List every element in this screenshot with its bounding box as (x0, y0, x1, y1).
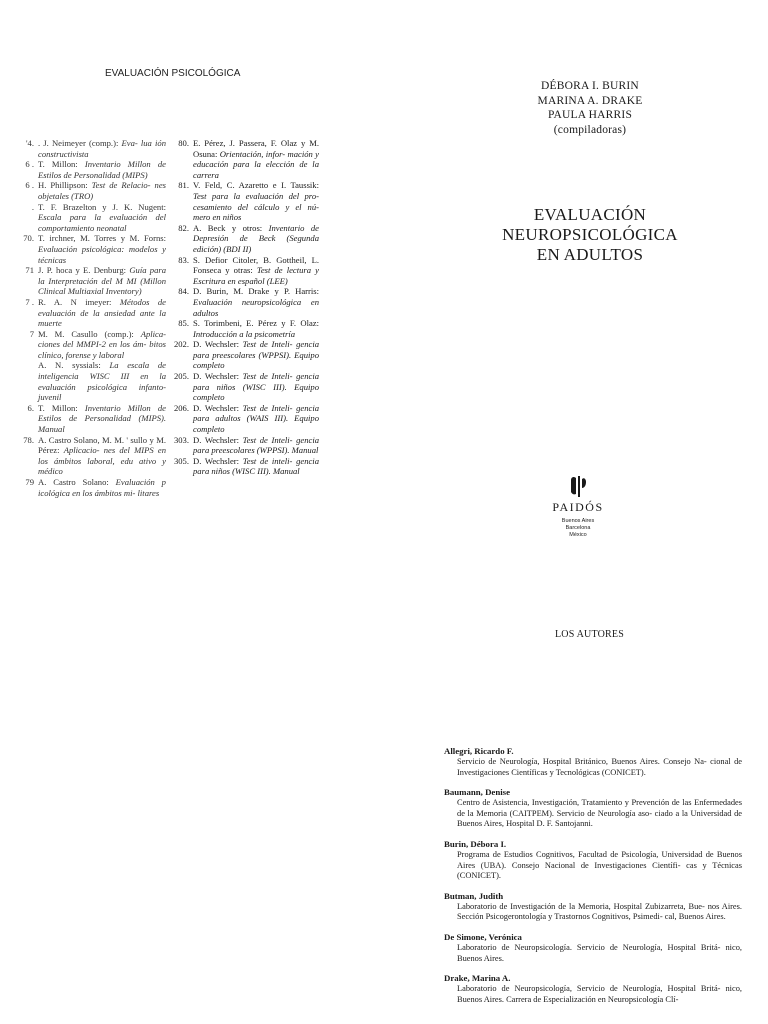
paidos-logo-icon (567, 474, 589, 498)
book-title-line: EN ADULTOS (536, 245, 644, 264)
series-entry-number: 79 (25, 477, 34, 487)
series-entry-text (193, 286, 319, 318)
series-entry-number: 6. (27, 402, 34, 413)
series-entry-text (193, 138, 319, 180)
series-entry-title: Eva- lua ión constructivista (38, 138, 166, 159)
series-entry (20, 360, 166, 402)
series-entry (173, 371, 319, 403)
series-entry-title: Orientación, infor- mación y educación para la elección de la carrera (193, 148, 319, 180)
series-entry-text (38, 360, 166, 402)
series-entry-number: 6 . (25, 159, 34, 170)
series-entry (173, 286, 319, 318)
author-entry (444, 891, 742, 923)
author-entry (444, 973, 742, 1005)
series-entry-author: T. Millon: (38, 159, 78, 170)
series-entry-title: Inventario Millon de Estilos de Personalidad (MIPS). Manual (38, 402, 166, 435)
author-name: Burin, Débora I. (444, 838, 507, 849)
series-column-left (20, 138, 166, 498)
series-entry-title: Guía para la Interpretación del M MI (Millon Clinical Multiaxial Inventory) (38, 265, 167, 297)
book-editors (480, 79, 700, 137)
series-entry-title: Aplica- ciones del MMPI-2 en los ám- bitos clínico, forense y laboral (38, 328, 166, 360)
series-entry-author: . J. Neimeyer (comp.): (38, 138, 119, 148)
series-entry (173, 403, 319, 435)
authors-list (444, 746, 742, 1014)
publisher-city: Barcelona (565, 525, 591, 531)
series-entry-title: La escala de inteligencia WISC III en la evaluación psicológica infanto-juvenil (38, 360, 166, 403)
author-entry (444, 839, 742, 882)
series-entry-author: S. Defior Citoler, B. Gottheil, L. Fonseca y otras: (193, 254, 319, 276)
series-entry-text (38, 265, 166, 297)
series-entry-title: Test de Inteli- gencia para preescolares (WPPSI). Manual (193, 434, 319, 456)
author-name: Baumann, Denise (444, 787, 510, 798)
series-entry-title: Inventario de Depresión de Beck (Segunda edición) (BDI II) (193, 222, 319, 254)
series-entry-title: Evaluación p icológica en los ámbitos mi- litares (38, 477, 166, 498)
series-entry-text (38, 138, 166, 159)
editor-name: MARINA A. DRAKE (537, 94, 643, 107)
series-entry-author: R. A. N imeyer: (38, 296, 112, 307)
series-heading: EVALUACIÓN PSICOLÓGICA (105, 68, 241, 79)
series-entry-text (193, 255, 319, 287)
series-entry-number: 78. (23, 434, 34, 445)
series-entry-number: '4. (26, 138, 34, 148)
series-entry-number: 70. (23, 233, 34, 244)
series-entry-text (193, 403, 319, 435)
series-entry-author: V. Feld, C. Azaretto e I. Taussik: (193, 180, 319, 191)
series-entry (20, 265, 166, 297)
series-entry-title: Introducción a la psicometría (193, 328, 296, 339)
series-entry-title: Test para la evaluación del pro- cesamiento del cálculo y el nú- mero en niños (193, 190, 319, 223)
series-entry-number: 84. (178, 286, 189, 297)
series-entry (173, 339, 319, 371)
book-title (470, 205, 710, 265)
series-entry (20, 233, 166, 265)
series-entry (20, 403, 166, 435)
series-entry-number: 83. (178, 254, 189, 265)
series-entry-author: A. Castro Solano: (38, 477, 109, 487)
publisher-city: Buenos Aires (561, 518, 595, 524)
series-entry (173, 318, 319, 339)
series-entry-text (38, 180, 166, 201)
series-entry-text (38, 477, 166, 498)
series-entry-title: Aplicacio- nes del MIPS en los ámbitos laboral, edu ativo y médico (38, 445, 166, 477)
authors-heading: LOS AUTORES (555, 629, 624, 640)
series-entry-text (193, 371, 319, 403)
editor-name: PAULA HARRIS (547, 109, 633, 121)
series-entry (20, 159, 166, 180)
series-entry-title: Escala para la evaluación del comportamiento neonatal (38, 212, 166, 233)
series-entry-author: J. P. hoca y E. Denburg: (38, 265, 127, 276)
series-entry-author: A. Castro Solano, M. M. ' sullo y M. Pérez: (38, 434, 166, 456)
series-entry-number: 305. (173, 455, 189, 466)
series-entry-text (193, 223, 319, 255)
series-entry (173, 180, 319, 222)
series-entry-number: 82. (178, 222, 189, 233)
editor-name: DÉBORA I. BURIN (541, 80, 639, 92)
series-entry-author: D. Wechsler: (193, 455, 240, 466)
series-entry (20, 435, 166, 477)
author-entry (444, 932, 742, 964)
series-entry-author: A. Beck y otros: (193, 222, 263, 233)
series-entry-text (38, 403, 166, 435)
series-entry-author: D. Burin, M. Drake y P. Harris: (193, 286, 319, 297)
series-entry-number: 6 . (25, 180, 34, 191)
series-entry (173, 435, 319, 456)
series-entry-author: T. F. Brazelton y J. K. Nugent: (38, 201, 166, 212)
series-entry-text (38, 202, 166, 234)
publisher-city: México (569, 532, 587, 538)
series-entry (173, 138, 319, 180)
series-entry (20, 329, 166, 361)
series-entry-title: Test de Relacio- nes objetales (TRO) (38, 180, 166, 201)
series-entry-number: 80. (178, 138, 189, 148)
series-entry-number: 7 (29, 328, 34, 339)
series-entry-title: Test de lectura y Escritura en español (LEE) (193, 265, 319, 286)
series-entry-text (193, 318, 319, 339)
series-entry-author: D. Wechsler: (193, 434, 239, 445)
series-entry-title: Test de inteli- gencia para niños (WISC III). Manual (193, 455, 319, 477)
series-entry-text (38, 233, 166, 265)
series-entry-title: Test de Inteli- gencia para niños (WISC III). Equipo completo (193, 371, 319, 403)
series-entry-author: A. N. syssials: (38, 360, 101, 371)
series-entry-title: Test de Inteli- gencia para preescolares (WPPSI). Equipo completo (193, 339, 319, 371)
series-entry-title: Test de Inteli- gencia para adultos (WAIS III). Equipo completo (193, 402, 319, 435)
author-affiliation: Servicio de Neurología, Hospital Británico, Buenos Aires. Consejo Na- cional de Investigaciones Científicas y Tecnológicas (CONICET). (457, 757, 742, 777)
series-entry-text (193, 435, 319, 456)
series-entry-number: 206. (173, 402, 189, 413)
series-entry-title: Métodos de evaluación de la ansiedad ante la muerte (38, 296, 166, 329)
series-entry (173, 255, 319, 287)
series-entry (20, 297, 166, 329)
series-entry-text (38, 297, 166, 329)
series-entry-text (38, 159, 166, 180)
series-entry-number: 205. (173, 371, 189, 382)
series-entry (20, 202, 166, 234)
author-affiliation: Laboratorio de Investigación de la Memoria, Hospital Zubizarreta, Bue- nos Aires. Sección Psicogerontología y Trastornos Cognitivos, Psimedi- cal, Buenos Aires. (457, 901, 742, 922)
series-entry-number: 202. (173, 339, 189, 350)
series-entry (173, 456, 319, 477)
series-entry-text (38, 435, 166, 477)
series-column-right (173, 138, 319, 498)
series-entry-number: 7 . (25, 296, 34, 307)
author-name: Allegri, Ricardo F. (444, 746, 514, 756)
series-entry-text (38, 329, 166, 361)
series-entry-author: E. Pérez, J. Passera, F. Olaz y M. Osuna: (193, 138, 319, 159)
series-list (20, 138, 320, 498)
series-entry-author: T. irchner, M. Torres y M. Forns: (38, 233, 166, 244)
series-entry-number: . (31, 201, 34, 212)
series-entry-author: M. M. Casullo (comp.): (38, 328, 134, 339)
series-entry-text (193, 456, 319, 477)
series-entry (173, 223, 319, 255)
author-name: Drake, Marina A. (444, 973, 511, 984)
editor-role: (compiladoras) (553, 123, 627, 136)
series-entry-author: S. Torimbeni, E. Pérez y F. Olaz: (193, 318, 319, 329)
publisher-block (538, 474, 618, 539)
series-entry-author: D. Wechsler: (193, 371, 239, 382)
series-entry-number: 85. (178, 318, 189, 329)
publisher-name: PAIDÓS (552, 500, 604, 514)
series-entry-author: D. Wechsler: (193, 339, 239, 350)
series-entry-number: 71 (25, 265, 34, 276)
series-entry (20, 180, 166, 201)
author-affiliation: Programa de Estudios Cognitivos, Facultad de Psicología, Universidad de Buenos Aires (UBA). Consejo Nacional de Investigaciones Científi- cas y Técnicas (CONICET). (457, 849, 742, 881)
series-entry-number (20, 360, 38, 402)
author-name: Butman, Judith (444, 890, 504, 901)
series-entry (20, 477, 166, 498)
series-entry-title: Evaluación neuropsicológica en adultos (193, 296, 319, 318)
author-affiliation: Laboratorio de Neuropsicología. Servicio de Neurología, Hospital Britá- nico, Buenos Aires. (457, 942, 742, 963)
author-affiliation: Laboratorio de Neuropsicología, Servicio de Neurología, Hospital Britá- nico, Buenos Aires. Carrera de Especialización en Neuropsicología Clí- (457, 984, 742, 1004)
series-entry-author: H. Phillipson: (38, 180, 88, 191)
series-entry (20, 138, 166, 159)
book-title-line: EVALUACIÓN (533, 205, 647, 224)
series-entry-number: 81. (178, 180, 189, 191)
book-title-line: NEUROPSICOLÓGICA (502, 225, 678, 244)
publisher-cities (538, 518, 618, 539)
series-entry-text (193, 339, 319, 371)
author-affiliation: Centro de Asistencia, Investigación, Tratamiento y Prevención de las Enfermedades de la Memoria (CAITPEM). Servicio de Neurología aso- ciado a la Universidad de Buenos Aires, Hospital D. F. Santojanni. (457, 798, 742, 829)
series-entry-title: Inventario Millon de Estilos de Personalidad (MIPS) (38, 159, 166, 180)
series-entry-title: Evaluación psicológica: modelos y técnicas (38, 243, 166, 265)
series-entry-author: D. Wechsler: (193, 402, 239, 413)
author-entry (444, 746, 742, 778)
series-entry-author: T. Millon: (38, 402, 78, 413)
author-entry (444, 787, 742, 830)
series-entry-number: 303. (173, 434, 189, 445)
author-name: De Simone, Verónica (444, 931, 522, 942)
series-entry-text (193, 180, 319, 222)
